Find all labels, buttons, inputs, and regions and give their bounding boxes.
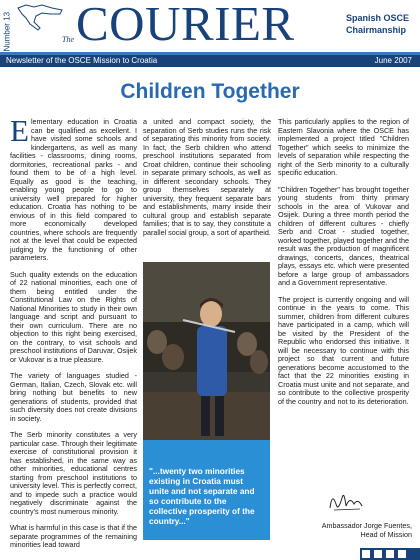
- paragraph: Such quality extends on the education of 22 national minorities, each one of them being entitled under the Constitutional Law on the Rights of National Minorities to study in their own language and script and pursuant to their own curriculum. There are no objection to this right being exercised, on the contrary, to visit schools and preschool institutions of Daruvar, Osijek or Vukovar is a true pleasure.: [10, 269, 137, 364]
- boy-playing-flute-photo: [143, 262, 270, 440]
- masthead-tagline: Spanish OSCE Chairmanship: [346, 13, 410, 35]
- masthead-title: COURIER: [76, 0, 295, 51]
- banner-bar: [0, 55, 420, 67]
- paragraph: The Serb minority constitutes a very particular case. Through their legitimate exercise of constitutional provision it has established, in the same way as other minorities, educational centres starting from preschool institutions to university level. This is perfectly correct, and to impede such a practice would negatively discriminate against the country's most numerous minority.: [10, 430, 137, 516]
- masthead-the: The: [62, 35, 74, 44]
- issue-number: Number 13: [2, 11, 12, 52]
- osce-logo: [360, 548, 420, 560]
- article-column-3: [278, 118, 409, 414]
- handwritten-signature: [326, 486, 366, 516]
- pull-quote-text: "...twenty two minorities existing in Croatia must unite and not separate and so contribute to the collective prosperity of the country...": [149, 466, 255, 526]
- signature-name: Ambassador Jorge Fuentes, Head of Mission: [321, 521, 412, 539]
- article-column-1: [10, 113, 137, 558]
- paragraph: "Children Together" has brought together young students from thirty primary schools in the area of Vukovar and Osijek. During a three month period the children of different cultures - chiefly Serb and Croat - studied together, worked together, played together and the result was the production of magnificent drawings, concerts, dances, theatrical plays, essays etc. which were presented before a large group of ambassadors and a Government representative.: [278, 184, 409, 287]
- article-photo: [143, 262, 270, 440]
- paragraph: Elementary education in Croatia can be qualified as excellent. I have visited some schools and kindergartens, as well as many facilities - classrooms, dining rooms, dormitories, recreational parks - and found them to be of a high level. Equally as good is the teaching, enabling young people to go to university well prepared for higher education. Croatia has nothing to be envious of in this field compared to more economically developed countries, where schools are frequently not at the level that could be expected judging by the functioning of other parameters.: [10, 113, 137, 262]
- drop-cap: E: [10, 113, 29, 148]
- article-title: Children Together: [120, 80, 300, 103]
- masthead: [0, 0, 420, 52]
- paragraph: a united and compact society, the separation of Serb studies runs the risk of separating this minority from society. In fact, the Serb children who attend preschool institutions separated from Croat children, continue their schooling in separate primary schools, as well as in different secondary schools. They group themselves separately at university, they frequent separate bars and establishments, marry inside their cultural group and establish separate families; that is to say, they constitute a parallel social group, a sort of apartheid.: [143, 117, 271, 237]
- paragraph: The variety of languages studied - German, Italian, Czech, Slovak etc. will bring nothing but benefits to new generations of students, provided that such diversity does not create divisions in society.: [10, 371, 137, 423]
- pull-quote: [143, 440, 270, 540]
- paragraph: What is harmful in this case is that if the separate programmes of the remaining minorities lead toward: [10, 523, 137, 549]
- newsletter-subtitle: Newsletter of the OSCE Mission to Croatia: [6, 56, 158, 65]
- article-column-2: [143, 118, 271, 245]
- issue-date: June 2007: [374, 56, 412, 65]
- paragraph: This particularly applies to the region of Eastern Slavonia where the OSCE has implemented a project titled "Children Together" which seeks to minimize the levels of separation while respecting the right of the Serb minority to a culturally specific education.: [278, 117, 409, 177]
- paragraph: The project is currently ongoing and will continue in the years to come. This summer, children from different cultures have participated in a camp, which will be visited by the President of the Republic who endorsed this initiative. It will be necessary to continue with this project so that current and future generations become accustomed to the fact that the 22 minorities existing in Croatia must unite and not separate, and so contribute to the collective prosperity of the country and not to its deterioration.: [278, 294, 409, 406]
- croatia-map-icon: [14, 2, 66, 32]
